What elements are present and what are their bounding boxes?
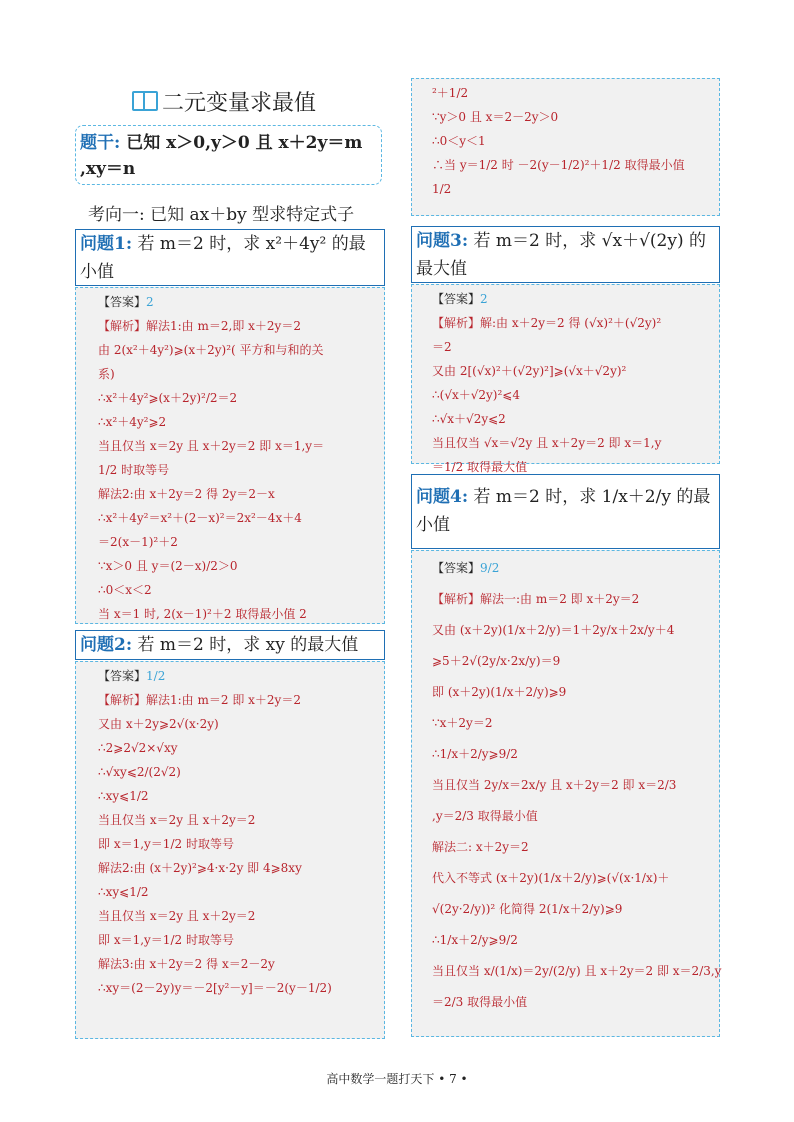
solution-line: 当且仅当 x＝2y 且 x＋2y＝2 即 x＝1,y＝ bbox=[98, 439, 325, 453]
solution-line: 解法3:由 x＋2y＝2 得 x＝2－2y bbox=[98, 957, 275, 971]
solution-line: √(2y·2/y))² 化简得 2(1/x＋2/y)⩾9 bbox=[432, 902, 623, 916]
solution-line: ∵x＞0 且 y＝(2－x)/2＞0 bbox=[98, 559, 238, 573]
q2-label: 问题2: bbox=[80, 635, 133, 655]
solution-line: 1/2 时取等号 bbox=[98, 463, 170, 477]
solution-line: 【解析】解法1:由 m＝2,即 x＋2y＝2 bbox=[98, 319, 301, 333]
solution-line: 当 x＝1 时, 2(x－1)²＋2 取得最小值 2 bbox=[98, 607, 307, 621]
solution-line: ²＋1/2 bbox=[432, 86, 469, 100]
page-footer: 高中数学一题打天下 • 7 • bbox=[326, 1072, 468, 1086]
direction-heading: 考向一: 已知 ax＋by 型求特定式子 bbox=[88, 205, 355, 225]
answer-label: 【答案】 bbox=[98, 669, 147, 683]
solution-line: ∴√x＋√2y⩽2 bbox=[432, 412, 506, 426]
solution-line: 【解析】解法1:由 m＝2 即 x＋2y＝2 bbox=[98, 693, 301, 707]
solution-line: ∵x＋2y＝2 bbox=[432, 716, 493, 730]
answer-label: 【答案】 bbox=[98, 295, 147, 309]
solution-line: 解法二: x＋2y＝2 bbox=[432, 840, 529, 854]
question-stem bbox=[75, 125, 382, 185]
q4-answer-box bbox=[411, 550, 720, 1037]
solution-line: 当且仅当 x＝2y 且 x＋2y＝2 bbox=[98, 813, 256, 827]
solution-line: ⩾5＋2√(2y/x·2x/y)＝9 bbox=[432, 654, 561, 668]
q1-label: 问题1: bbox=[80, 234, 133, 254]
solution-line: ＝2(x－1)²＋2 bbox=[98, 535, 178, 549]
solution-line: ∵y＞0 且 x＝2－2y＞0 bbox=[432, 110, 559, 124]
q1-box bbox=[75, 229, 385, 286]
solution-line: 即 x＝1,y＝1/2 时取等号 bbox=[98, 837, 234, 851]
solution-line: 又由 x＋2y⩾2√(x·2y) bbox=[98, 717, 219, 731]
solution-line: ,y＝2/3 取得最小值 bbox=[432, 809, 538, 823]
solution-line: ＝1/2 取得最大值 bbox=[432, 460, 528, 474]
q2-box bbox=[75, 630, 385, 660]
solution-line: 由 2(x²＋4y²)⩾(x＋2y)²( 平方和与和的关 bbox=[98, 343, 324, 357]
answer-label: 【答案】 bbox=[432, 292, 481, 306]
solution-line: ∴xy⩽1/2 bbox=[98, 885, 149, 899]
solution-line: 又由 (x＋2y)(1/x＋2/y)＝1＋2y/x＋2x/y＋4 bbox=[432, 623, 675, 637]
solution-line: 当且仅当 √x＝√2y 且 x＋2y＝2 即 x＝1,y bbox=[432, 436, 662, 450]
q1-answer-box bbox=[75, 287, 385, 624]
solution-line: 系) bbox=[98, 367, 115, 381]
q3-text: 若 m＝2 时，求 √x＋√(2y) 的最大值 bbox=[416, 231, 707, 279]
answer-value: 2 bbox=[146, 295, 154, 309]
solution-line: 当且仅当 2y/x＝2x/y 且 x＋2y＝2 即 x＝2/3 bbox=[432, 778, 677, 792]
solution-line: ∴当 y＝1/2 时 －2(y－1/2)²＋1/2 取得最小值 bbox=[432, 158, 685, 172]
solution-line: ＝2/3 取得最小值 bbox=[432, 995, 528, 1009]
solution-line: 即 x＝1,y＝1/2 时取等号 bbox=[98, 933, 234, 947]
answer-label: 【答案】 bbox=[432, 561, 481, 575]
solution-line: 1/2 bbox=[432, 182, 452, 196]
q4-text: 若 m＝2 时，求 1/x＋2/y 的最小值 bbox=[416, 487, 711, 535]
solution-line: 又由 2[(√x)²＋(√2y)²]⩾(√x＋√2y)² bbox=[432, 364, 627, 378]
solution-line: ＝2 bbox=[432, 340, 452, 354]
solution-line: ∴xy⩽1/2 bbox=[98, 789, 149, 803]
q3-label: 问题3: bbox=[416, 231, 469, 251]
solution-line: ∴x²＋4y²＝x²＋(2－x)²＝2x²－4x＋4 bbox=[98, 511, 302, 525]
solution-line: 解法2:由 (x＋2y)²⩾4·x·2y 即 4⩾8xy bbox=[98, 861, 302, 875]
answer-value: 1/2 bbox=[146, 669, 166, 683]
page-title: 二元变量求最值 bbox=[132, 86, 316, 117]
solution-line: 代入不等式 (x＋2y)(1/x＋2/y)⩾(√(x·1/x)＋ bbox=[432, 871, 670, 885]
q1-text: 若 m＝2 时，求 x²＋4y² 的最小值 bbox=[80, 234, 366, 282]
answer-value: 9/2 bbox=[480, 561, 500, 575]
solution-line: ∴√xy⩽2/(2√2) bbox=[98, 765, 181, 779]
solution-line: ∴1/x＋2/y⩾9/2 bbox=[432, 933, 518, 947]
solution-line: 解法2:由 x＋2y＝2 得 2y＝2－x bbox=[98, 487, 275, 501]
q4-box bbox=[411, 474, 720, 549]
solution-line: ∴0＜x＜2 bbox=[98, 583, 152, 597]
solution-line: 当且仅当 x/(1/x)＝2y/(2/y) 且 x＋2y＝2 即 x＝2/3,y bbox=[432, 964, 722, 978]
solution-line: ∴(√x＋√2y)²⩽4 bbox=[432, 388, 520, 402]
q4-label: 问题4: bbox=[416, 487, 469, 507]
solution-line: 【解析】解:由 x＋2y＝2 得 (√x)²＋(√2y)² bbox=[432, 316, 662, 330]
book-icon bbox=[132, 91, 158, 111]
solution-line: ∴x²＋4y²⩾2 bbox=[98, 415, 167, 429]
solution-line: 当且仅当 x＝2y 且 x＋2y＝2 bbox=[98, 909, 256, 923]
q2-answer-box bbox=[75, 661, 385, 1039]
q3-answer-box bbox=[411, 284, 720, 474]
solution-line: ∴x²＋4y²⩾(x＋2y)²/2＝2 bbox=[98, 391, 238, 405]
solution-line: 【解析】解法一:由 m＝2 即 x＋2y＝2 bbox=[432, 592, 640, 606]
stem-text: 已知 x＞0,y＞0 且 x＋2y＝m ,xy＝n bbox=[80, 133, 363, 179]
q2-text: 若 m＝2 时，求 xy 的最大值 bbox=[137, 635, 359, 655]
q3-box bbox=[411, 226, 720, 283]
solution-line: ∴2⩾2√2×√xy bbox=[98, 741, 178, 755]
q2-continuation-box bbox=[411, 78, 720, 216]
stem-label: 题干: bbox=[80, 133, 121, 153]
solution-line: ∴1/x＋2/y⩾9/2 bbox=[432, 747, 518, 761]
answer-value: 2 bbox=[480, 292, 488, 306]
solution-line: ∴0＜y＜1 bbox=[432, 134, 486, 148]
solution-line: ∴xy＝(2－2y)y＝－2[y²－y]＝－2(y－1/2) bbox=[98, 981, 332, 995]
solution-line: 即 (x＋2y)(1/x＋2/y)⩾9 bbox=[432, 685, 567, 699]
